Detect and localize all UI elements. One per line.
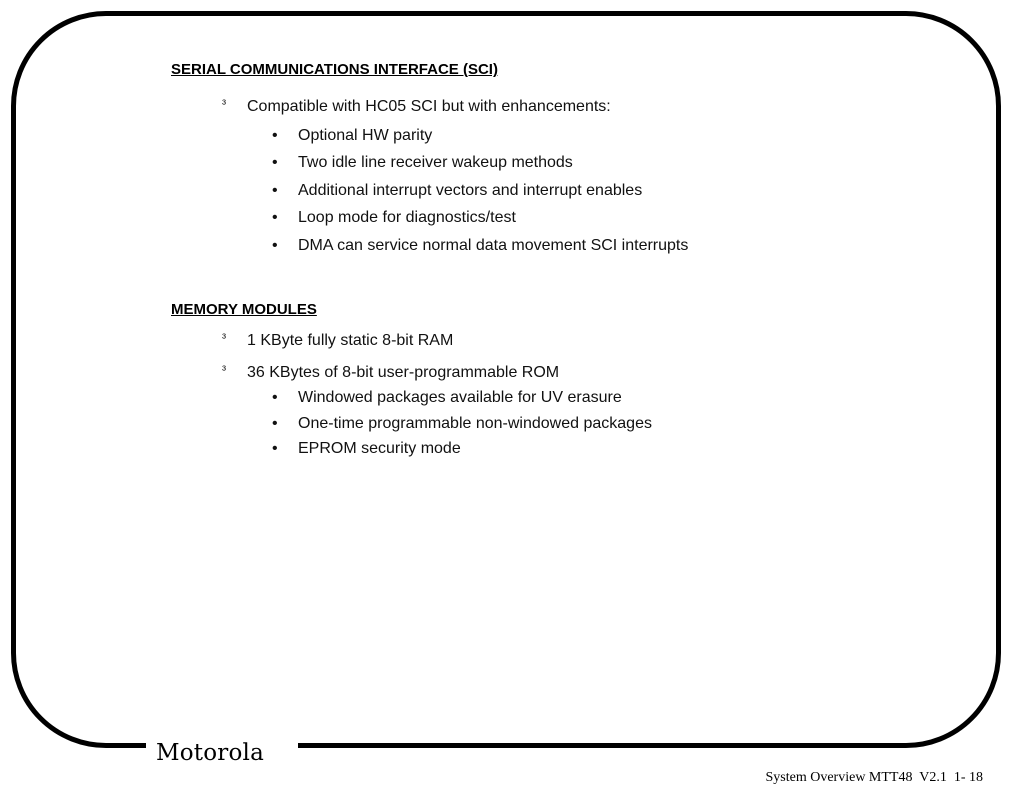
item-marker: ³ [222,363,226,377]
item-text: Compatible with HC05 SCI but with enhancements: [247,98,611,115]
list-item [222,330,453,352]
bullet-marker: • [272,209,278,226]
item-marker: ³ [222,97,226,111]
section-heading-sci: SERIAL COMMUNICATIONS INTERFACE (SCI) [171,61,498,78]
sub-list-item [272,180,642,202]
bullet-marker: • [272,154,278,171]
sub-item-text: Windowed packages available for UV erasure [298,389,622,406]
item-text: 36 KBytes of 8-bit user-programmable ROM [247,364,560,381]
bullet-marker: • [272,237,278,254]
bullet-marker: • [272,127,278,144]
sub-list-item [272,413,652,435]
footer-slide-info: System Overview MTT48 V2.1 1- 18 [765,770,983,785]
sub-item-text: EPROM security mode [298,440,461,457]
sub-list-item [272,152,573,174]
section-heading-memory: MEMORY MODULES [171,301,317,318]
sub-item-text: DMA can service normal data movement SCI interrupts [298,237,689,254]
sub-list-item [272,387,622,409]
bullet-marker: • [272,182,278,199]
bullet-marker: • [272,389,278,406]
brand-logo-text: Motorola [156,740,264,766]
item-text: 1 KByte fully static 8-bit RAM [247,332,454,349]
sub-item-text: Two idle line receiver wakeup methods [298,154,573,171]
list-item [222,362,559,384]
sub-list-item [272,235,688,257]
bullet-marker: • [272,415,278,432]
sub-list-item [272,207,516,229]
sub-item-text: Loop mode for diagnostics/test [298,209,516,226]
sub-item-text: Optional HW parity [298,127,433,144]
sub-list-item [272,438,461,460]
list-item [222,96,611,118]
sub-item-text: One-time programmable non-windowed packages [298,415,652,432]
bullet-marker: • [272,440,278,457]
item-marker: ³ [222,331,226,345]
sub-list-item [272,125,432,147]
sub-item-text: Additional interrupt vectors and interrupt enables [298,182,643,199]
